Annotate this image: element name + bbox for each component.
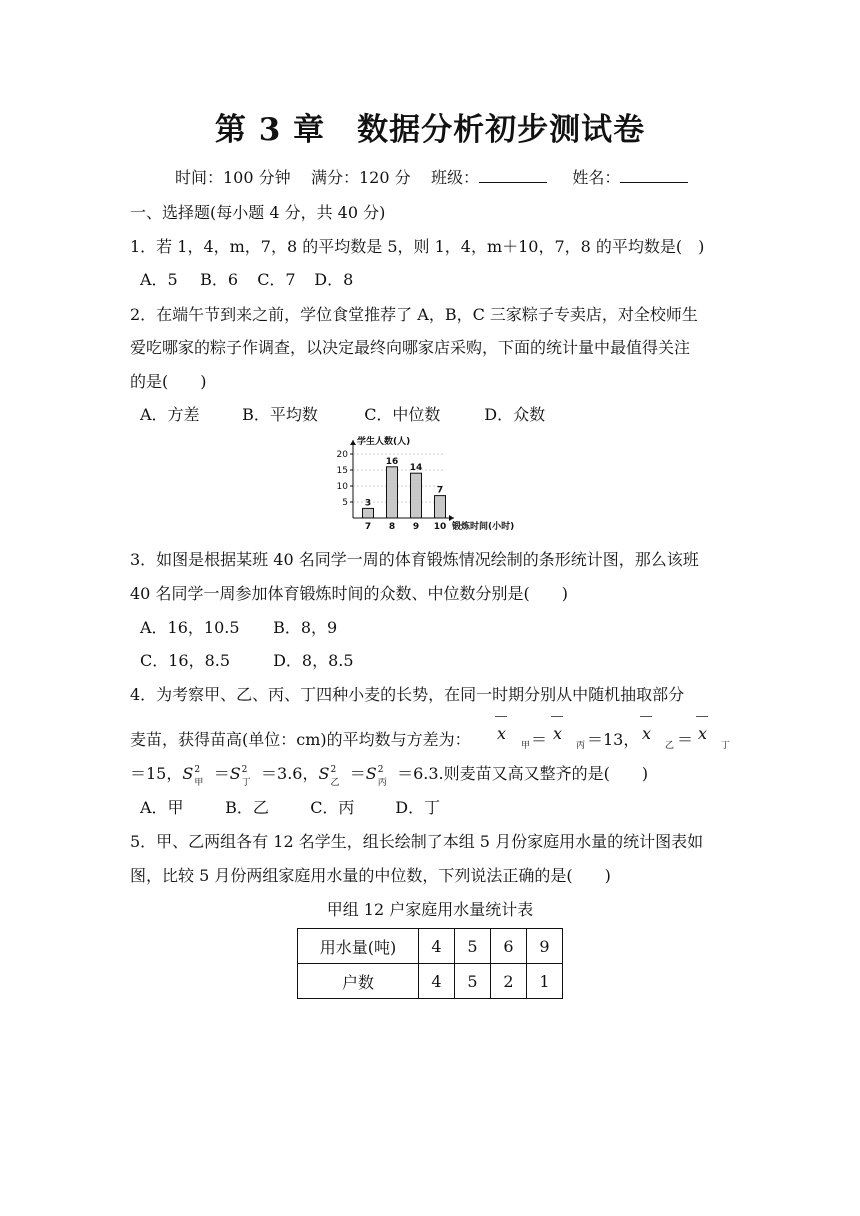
y-axis-arrow — [350, 440, 356, 445]
score-label: 满分：120 分 — [310, 168, 411, 187]
y-axis-label: 学生人数(人) — [357, 437, 411, 447]
page-title: 第 3 章 数据分析初步测试卷 — [214, 112, 646, 148]
bar — [387, 467, 398, 518]
option-c: C．16，8.5 — [140, 651, 231, 670]
x-tick-label: 9 — [412, 522, 420, 532]
option-c: C．7 — [257, 270, 296, 289]
table-cell: 6 — [491, 929, 527, 964]
table-row — [298, 964, 563, 999]
x-tick-label: 10 — [433, 522, 447, 532]
subscript-yi: 乙 — [330, 778, 340, 788]
section-heading: 一、选择题(每小题 4 分，共 40 分) — [130, 203, 386, 222]
bar-value-label: 3 — [364, 498, 372, 509]
equals-sign: ＝ — [213, 764, 230, 783]
question-1-options — [140, 270, 353, 290]
x-bar-bing: x — [553, 724, 563, 743]
question-3-line-2: 40 名同学一周参加体育锻炼时间的众数、中位数分别是( ) — [130, 584, 568, 603]
option-a: A．16，10.5 — [140, 618, 240, 637]
table-title: 甲组 12 户家庭用水量统计表 — [326, 900, 534, 919]
table-cell: 5 — [455, 929, 491, 964]
square: 2 — [194, 765, 201, 775]
question-1-text: 1．若 1，4，m，7，8 的平均数是 5，则 1，4，m＋10，7，8 的平均数是( ) — [130, 237, 705, 256]
x-bar-ding: x — [698, 724, 708, 743]
question-4-line-3 — [130, 764, 649, 788]
s-variance: S — [318, 764, 330, 783]
table-cell: 4 — [419, 929, 455, 964]
option-c: C．丙 — [310, 798, 355, 817]
x-bar-jia: x — [497, 724, 507, 743]
table-cell: 户数 — [298, 964, 419, 999]
x-axis-arrow — [449, 515, 454, 521]
square: 2 — [330, 765, 337, 775]
subscript-ding: 丁 — [241, 778, 251, 788]
water-usage-table — [297, 928, 563, 999]
option-a: A．方差 — [140, 405, 200, 424]
bar — [363, 508, 374, 518]
bar — [411, 473, 422, 518]
option-d: D．8，8.5 — [273, 651, 354, 670]
name-label: 姓名： — [572, 168, 621, 187]
question-5-line-2: 图，比较 5 月份两组家庭用水量的中位数，下列说法正确的是( ) — [130, 866, 611, 885]
class-label: 班级： — [430, 168, 479, 187]
square: 2 — [241, 765, 248, 775]
bar-chart — [330, 432, 535, 540]
option-d: D．丁 — [395, 798, 441, 817]
x-tick-label: 7 — [364, 522, 372, 532]
table-cell: 9 — [527, 929, 563, 964]
s-variance: S — [182, 764, 194, 783]
subscript-jia: 甲 — [194, 778, 204, 788]
question-4-options — [140, 798, 440, 818]
x-bar-yi: x — [642, 724, 652, 743]
s-variance: S — [365, 764, 377, 783]
exam-header — [175, 168, 688, 188]
s-variance: S — [229, 764, 241, 783]
question-3-options-row-1 — [140, 618, 337, 638]
subscript-yi: 乙 — [665, 741, 675, 751]
subscript-bing: 丙 — [576, 741, 586, 751]
class-blank — [479, 168, 547, 183]
value-15: ＝15， — [130, 764, 183, 783]
question-4-line-2: 麦苗，获得苗高(单位：cm)的平均数与方差为： — [130, 730, 471, 749]
table-cell: 5 — [455, 964, 491, 999]
bar-value-label: 16 — [385, 456, 399, 467]
equals-sign: ＝ — [349, 764, 366, 783]
bar-value-label: 7 — [436, 485, 444, 496]
value-6-3: ＝6.3.则麦苗又高又整齐的是( ) — [397, 764, 649, 783]
name-blank — [620, 168, 688, 183]
y-tick-label: 20 — [336, 450, 348, 460]
option-a: A．5 — [140, 270, 178, 289]
subscript-jia: 甲 — [521, 741, 531, 751]
question-2-line-3: 的是( ) — [130, 372, 207, 391]
question-2-line-1: 2．在端午节到来之前，学位食堂推荐了 A，B，C 三家粽子专卖店，对全校师生 — [130, 305, 698, 324]
subscript-bing: 丙 — [377, 778, 387, 788]
y-tick-label: 5 — [342, 498, 348, 508]
question-3-options-row-2 — [140, 651, 354, 671]
bar — [435, 496, 446, 518]
question-3-line-1: 3．如图是根据某班 40 名同学一周的体育锻炼情况绘制的条形统计图，那么该班 — [130, 550, 699, 569]
option-c: C．中位数 — [364, 405, 441, 424]
option-a: A．甲 — [140, 798, 184, 817]
option-d: D．8 — [314, 270, 354, 289]
option-b: B．8，9 — [273, 618, 338, 637]
time-label: 时间：100 分钟 — [175, 168, 291, 187]
x-tick-label: 8 — [388, 522, 396, 532]
question-5-line-1: 5．甲、乙两组各有 12 名学生，组长绘制了本组 5 月份家庭用水量的统计图表如 — [130, 832, 704, 851]
square: 2 — [377, 765, 384, 775]
table-cell: 1 — [527, 964, 563, 999]
value-3-6: ＝3.6， — [261, 764, 319, 783]
option-b: B．乙 — [225, 798, 269, 817]
subscript-ding: 丁 — [721, 741, 731, 751]
y-tick-label: 15 — [336, 466, 348, 476]
table-cell: 4 — [419, 964, 455, 999]
equals-sign: ＝ — [677, 730, 694, 749]
option-b: B．6 — [200, 270, 239, 289]
question-4-line-1: 4．为考察甲、乙、丙、丁四种小麦的长势，在同一时期分别从中随机抽取部分 — [130, 685, 685, 704]
table-cell: 2 — [491, 964, 527, 999]
table-row — [298, 929, 563, 964]
table-cell: 用水量(吨) — [298, 929, 419, 964]
x-axis-label: 锻炼时间(小时) — [452, 522, 515, 532]
option-d: D．众数 — [484, 405, 546, 424]
bar-value-label: 14 — [409, 463, 423, 474]
option-b: B．平均数 — [242, 405, 318, 424]
y-tick-label: 10 — [336, 482, 348, 492]
equals-sign: ＝ — [531, 730, 548, 749]
value-13: ＝13， — [587, 730, 640, 749]
question-2-line-2: 爱吃哪家的粽子作调查，以决定最终向哪家店采购，下面的统计量中最值得关注 — [130, 338, 691, 357]
question-2-options — [140, 405, 545, 425]
